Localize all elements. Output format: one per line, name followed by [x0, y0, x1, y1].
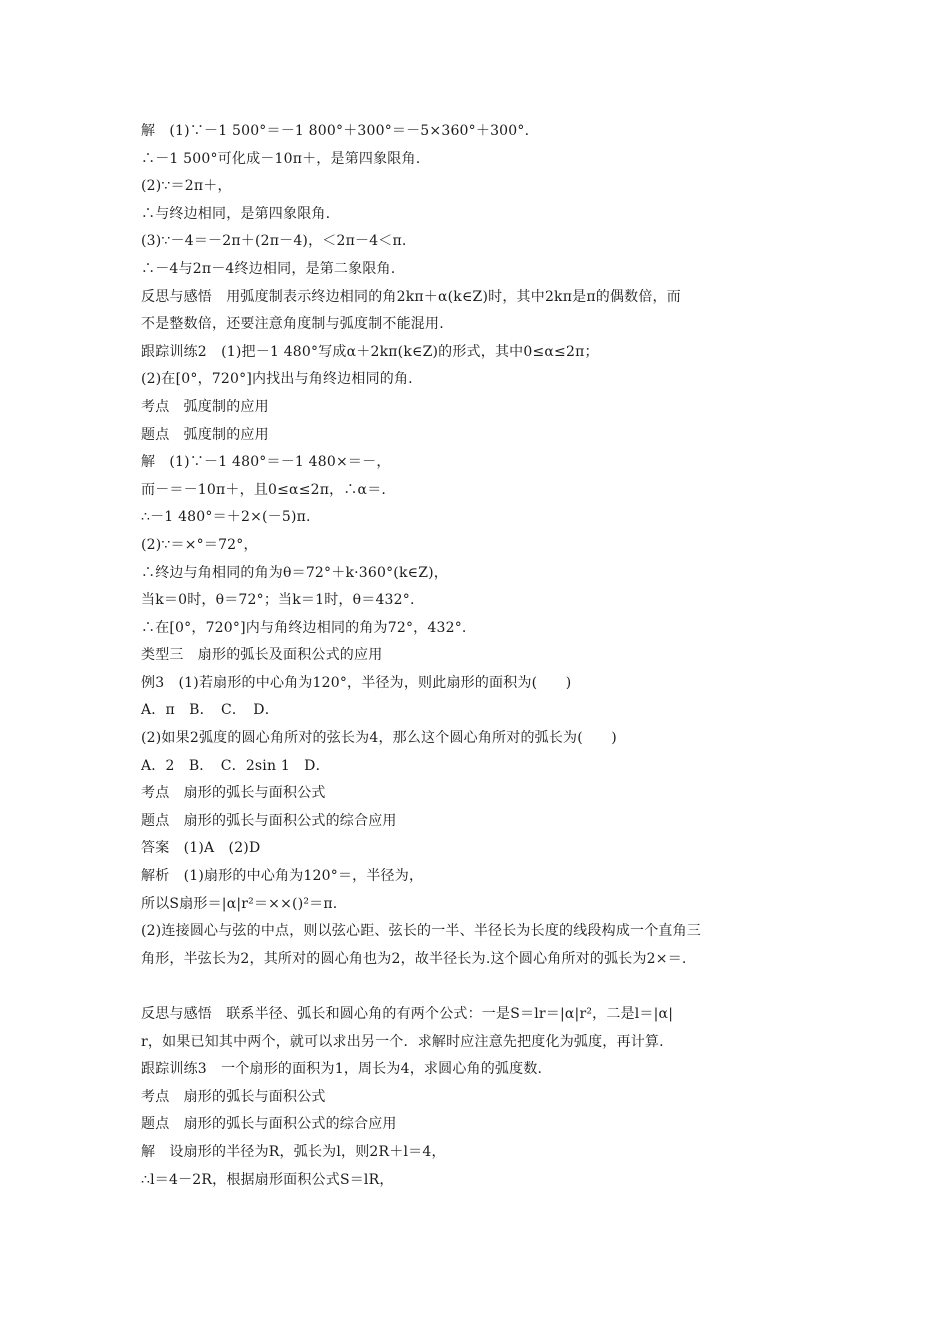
text-line: r，如果已知其中两个，就可以求出另一个．求解时应注意先把度化为弧度，再计算.	[141, 1033, 664, 1050]
text-line: (3)∵－4＝－2π＋(2π－4)，＜2π－4＜π.	[141, 233, 407, 250]
text-line: 角形，半弦长为2，其所对的圆心角也为2，故半径长为.这个圆心角所对的弧长为2×＝.	[141, 950, 687, 967]
text-line: 题点 扇形的弧长与面积公式的综合应用	[141, 1116, 397, 1133]
text-line: 当k＝0时，θ＝72°；当k＝1时，θ＝432°.	[141, 592, 415, 609]
text-line: 考点 扇形的弧长与面积公式	[141, 1088, 326, 1105]
text-line: 解 设扇形的半径为R，弧长为l，则2R＋l＝4，	[141, 1143, 446, 1160]
text-line: 跟踪训练3 一个扇形的面积为1，周长为4，求圆心角的弧度数.	[141, 1061, 543, 1078]
text-line: ∴－4与2π－4终边相同，是第二象限角.	[141, 260, 396, 277]
text-line: (2)在[0°，720°]内找出与角终边相同的角.	[141, 371, 413, 388]
text-line: 解 (1)∵－1 500°＝－1 800°＋300°＝－5×360°＋300°.	[141, 123, 530, 139]
text-line: ∴－1 480°＝＋2×(－5)π.	[141, 509, 311, 526]
text-line: 考点 弧度制的应用	[141, 398, 269, 415]
text-line: A．2 B． C．2sin 1 D．	[141, 757, 330, 774]
text-line: A．π B． C． D．	[141, 702, 279, 719]
text-line: (2)连接圆心与弦的中点，则以弦心距、弦长的一半、半径长为长度的线段构成一个直角三	[141, 923, 702, 940]
text-line: 类型三 扇形的弧长及面积公式的应用	[141, 647, 383, 664]
text-line: ∴与终边相同，是第四象限角.	[141, 205, 331, 222]
text-line: 所以S扇形＝|α|r²＝××()²＝π.	[141, 895, 338, 912]
text-line: 不是整数倍，还要注意角度制与弧度制不能混用.	[141, 316, 444, 333]
text-line: 而－＝－10π＋，且0≤α≤2π，∴α＝.	[141, 481, 387, 498]
text-line: ∴l＝4－2R，根据扇形面积公式S＝lR，	[141, 1171, 394, 1188]
document-body	[141, 118, 821, 1194]
text-line: 题点 弧度制的应用	[141, 426, 269, 443]
text-line: 考点 扇形的弧长与面积公式	[141, 785, 326, 802]
text-line: (2)∵＝×°＝72°，	[141, 536, 258, 553]
text-line: 答案 (1)A (2)D	[141, 840, 261, 857]
text-line: 反思与感悟 联系半径、弧长和圆心角的有两个公式：一是S＝lr＝|α|r²，二是l＝|α|	[141, 1006, 674, 1022]
text-line: (2)∵＝2π＋，	[141, 178, 232, 195]
text-line: (2)如果2弧度的圆心角所对的弦长为4，那么这个圆心角所对的弧长为( )	[141, 730, 617, 747]
blank-line	[141, 973, 821, 1001]
text-line: 解 (1)∵－1 480°＝－1 480×＝－，	[141, 454, 391, 471]
text-line: 跟踪训练2 (1)把－1 480°写成α＋2kπ(k∈Z)的形式，其中0≤α≤2π；	[141, 343, 599, 360]
text-line: 题点 扇形的弧长与面积公式的综合应用	[141, 812, 397, 829]
text-line: ∴终边与角相同的角为θ＝72°＋k·360°(k∈Z)，	[141, 564, 448, 581]
text-line: 解析 (1)扇形的中心角为120°＝，半径为，	[141, 868, 424, 885]
text-line: 反思与感悟 用弧度制表示终边相同的角2kπ＋α(k∈Z)时，其中2kπ是π的偶数倍，而	[141, 288, 681, 305]
text-line: ∴在[0°，720°]内与角终边相同的角为72°，432°.	[141, 619, 467, 636]
text-line: 例3 (1)若扇形的中心角为120°，半径为，则此扇形的面积为( )	[141, 674, 572, 691]
text-line: ∴－1 500°可化成－10π＋，是第四象限角.	[141, 150, 421, 167]
